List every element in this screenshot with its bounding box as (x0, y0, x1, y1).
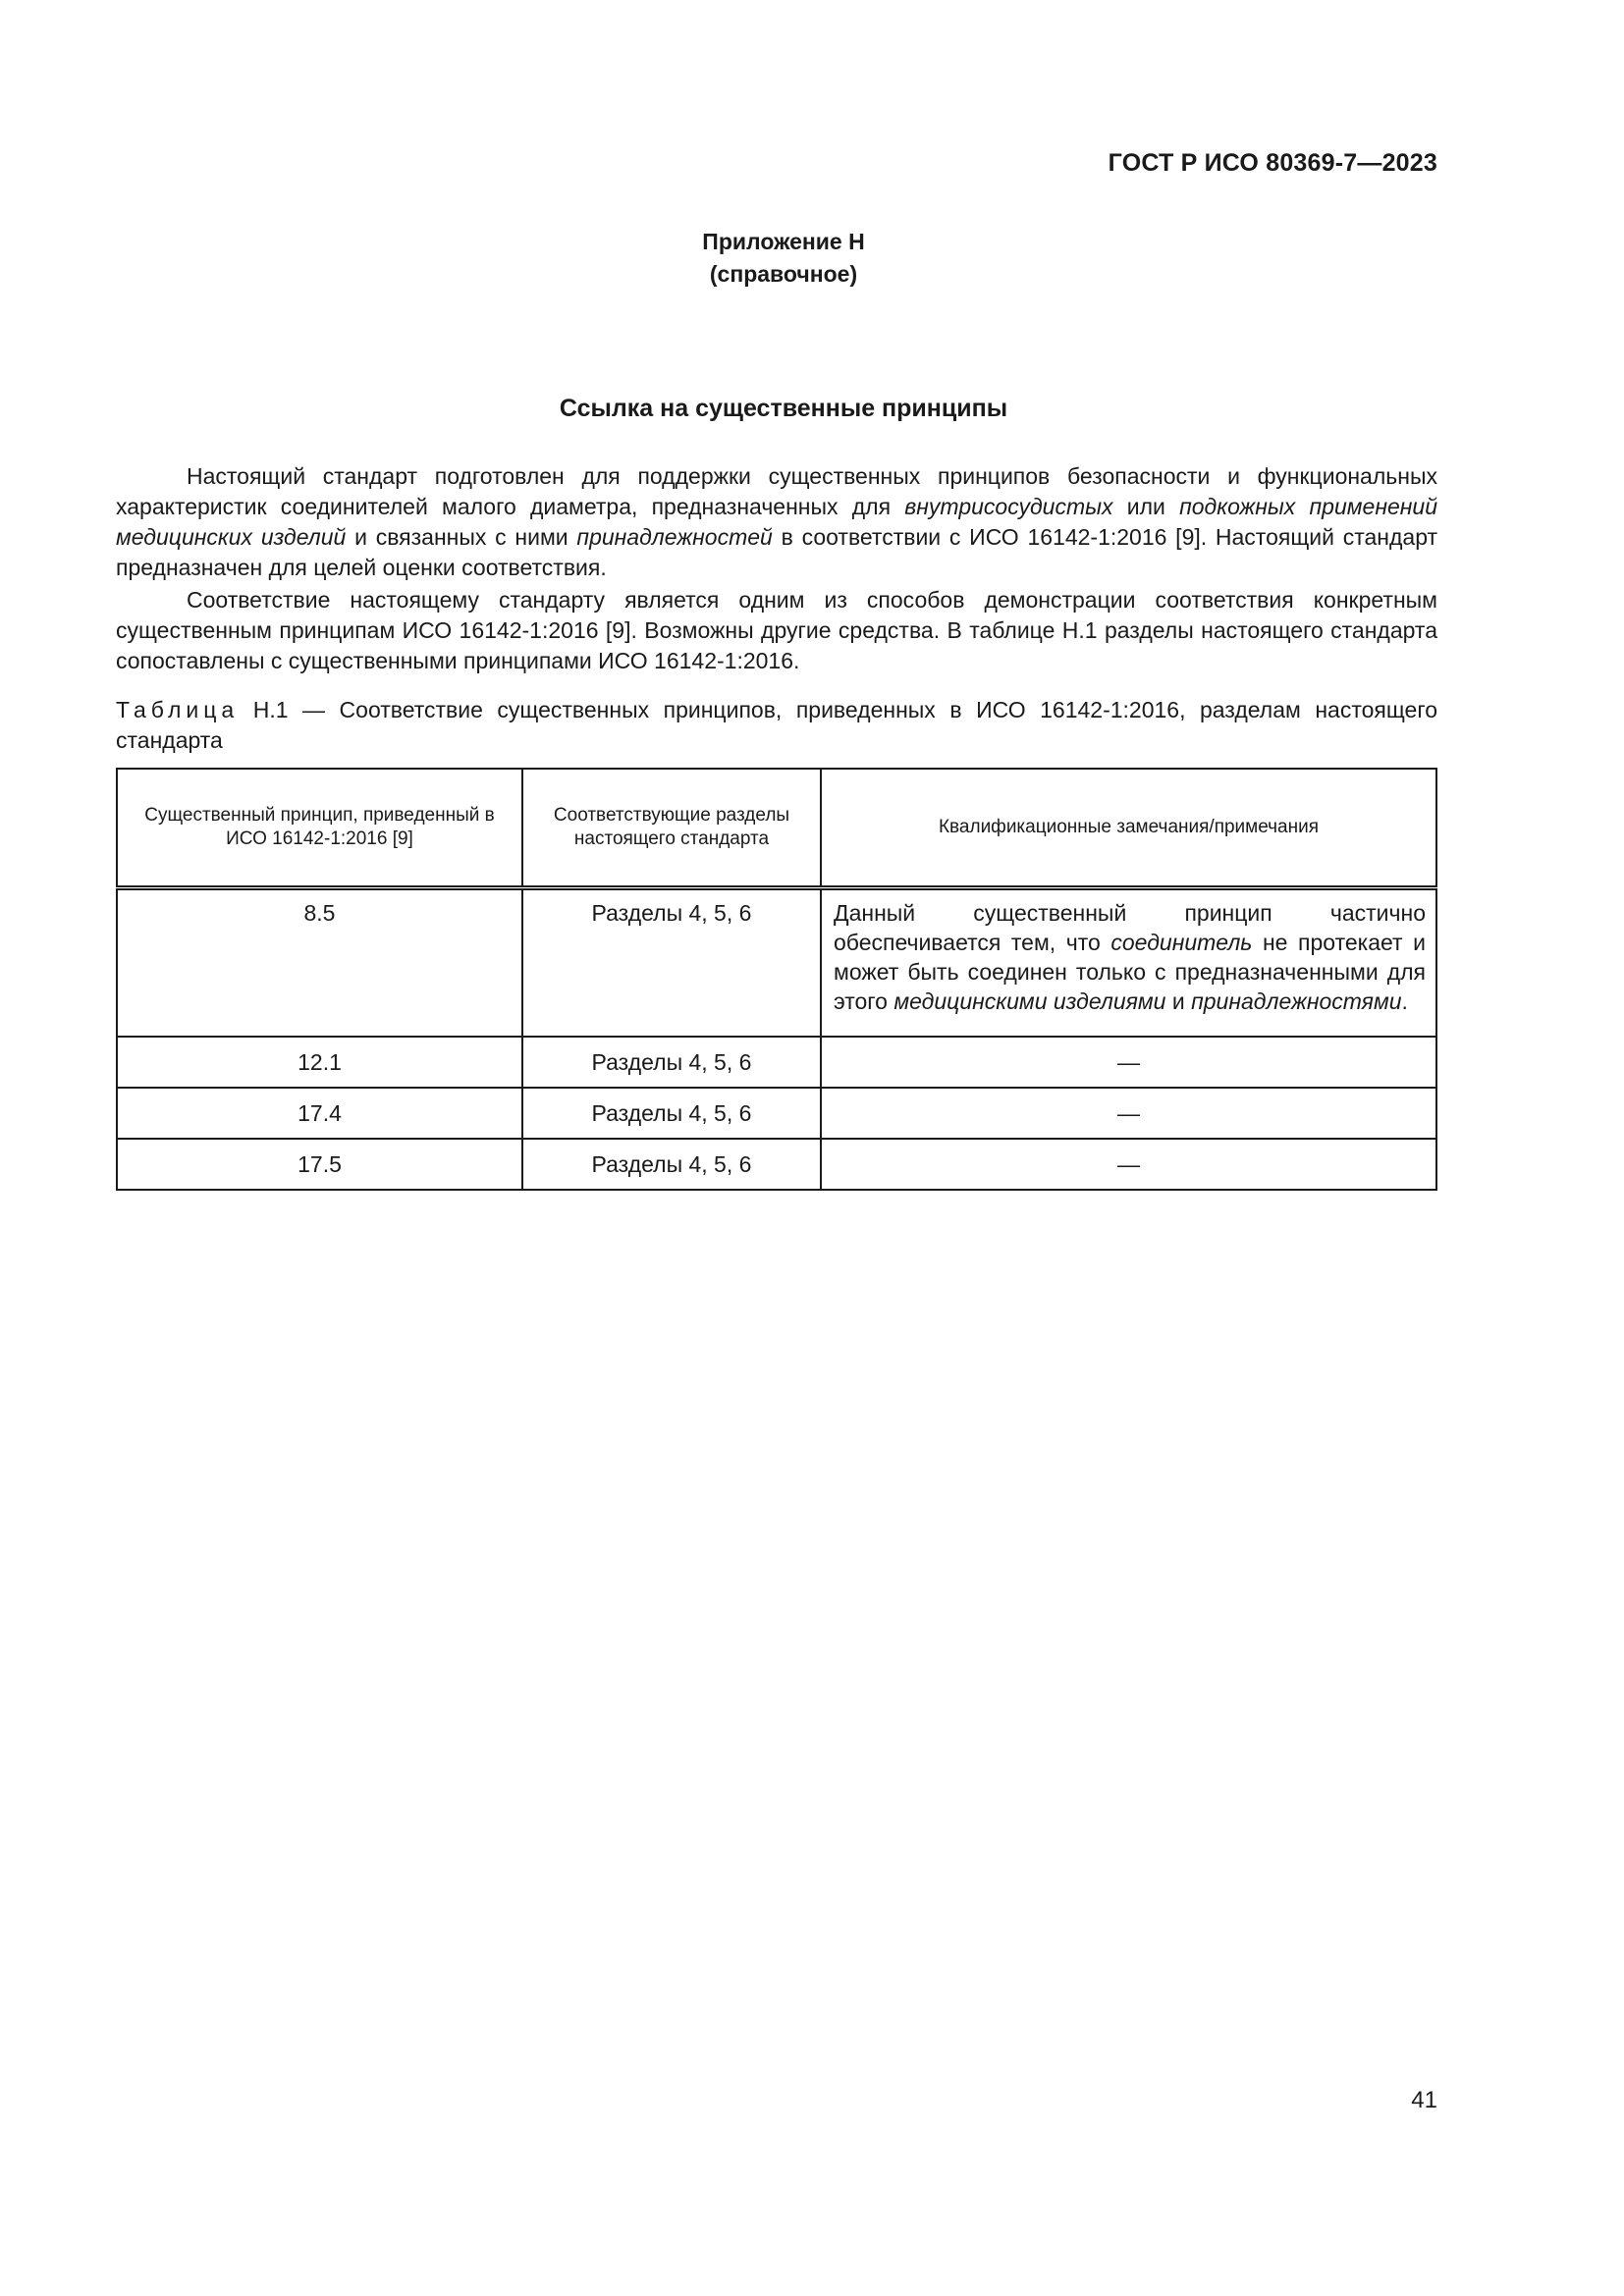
body-text (116, 461, 1437, 676)
note-text-3: и (1165, 988, 1192, 1014)
section-title: Ссылка на существенные принципы (559, 395, 1008, 422)
annex-heading (0, 226, 1567, 291)
cell-notes (821, 888, 1436, 1038)
annex-title: Приложение Н (702, 229, 865, 254)
term-connector: соединитель (1110, 930, 1253, 955)
term-accessories: принадлежностей (576, 524, 773, 550)
cell-sections: Разделы 4, 5, 6 (522, 1037, 821, 1088)
table-row (117, 1088, 1436, 1139)
term-intravascular: внутрисосудистых (904, 494, 1113, 519)
term-accessories-note: принадлежностями (1191, 988, 1402, 1014)
paragraph-2: Соответствие настоящему стандарту является одним из способов демонстрации соответствия конкретным существенным принципам ИСО 16142-1:2016 [9]. Возможны другие средства. В таблице Н.1 разделы настоящего стандарта сопоставлены с существенными принципами ИСО 16142-1:2016. (116, 587, 1437, 673)
note-text-4: . (1401, 988, 1408, 1014)
table-caption (116, 695, 1437, 756)
table-row (117, 888, 1436, 1038)
cell-principle: 8.5 (117, 888, 522, 1038)
table-row (117, 1139, 1436, 1190)
cell-principle: 12.1 (117, 1037, 522, 1088)
cell-principle: 17.4 (117, 1088, 522, 1139)
header-principle: Существенный принцип, приведенный в ИСО 16142-1:2016 [9] (117, 769, 522, 888)
principles-table (116, 768, 1437, 1191)
cell-principle: 17.5 (117, 1139, 522, 1190)
note-text-2: не протекает и может быть соединен только с предназначенными для этого (834, 930, 1426, 1014)
term-hypodermic-applications: подкожных применений медицинских изделий (116, 494, 1438, 550)
table-row (117, 1037, 1436, 1088)
header-sections: Соответствующие разделы настоящего стандарта (522, 769, 821, 888)
paragraph-1 (116, 461, 1437, 583)
paragraph-1-text-2: или (1112, 494, 1180, 519)
term-medical-devices: медицинскими изделиями (893, 988, 1166, 1014)
annex-subtitle: (справочное) (709, 261, 858, 287)
cell-notes: — (821, 1037, 1436, 1088)
paragraph-1-text-1: Настоящий стандарт подготовлен для поддержки существенных принципов безопасности и функциональных характеристик соединителей малого диаметра, предназначенных для (116, 463, 1437, 519)
page-number: 41 (1411, 2087, 1437, 2113)
table-caption-label: Таблица (116, 697, 240, 722)
cell-notes: — (821, 1139, 1436, 1190)
table-header-row (117, 769, 1436, 888)
cell-notes: — (821, 1088, 1436, 1139)
paragraph-1-text-3: и связанных с ними (346, 524, 577, 550)
paragraph-1-text-4: в соответствии с ИСО 16142-1:2016 [9]. Настоящий стандарт предназначен для целей оценки соответствия. (116, 524, 1438, 580)
document-code: ГОСТ Р ИСО 80369-7—2023 (1108, 149, 1437, 177)
cell-sections: Разделы 4, 5, 6 (522, 1088, 821, 1139)
cell-sections: Разделы 4, 5, 6 (522, 888, 821, 1038)
table-caption-text: Н.1 — Соответствие существенных принципов, приведенных в ИСО 16142-1:2016, разделам настоящего стандарта (116, 697, 1437, 753)
note-text-1: Данный существенный принцип частично обеспечивается тем, что (834, 900, 1426, 955)
header-notes: Квалификационные замечания/примечания (821, 769, 1436, 888)
cell-sections: Разделы 4, 5, 6 (522, 1139, 821, 1190)
